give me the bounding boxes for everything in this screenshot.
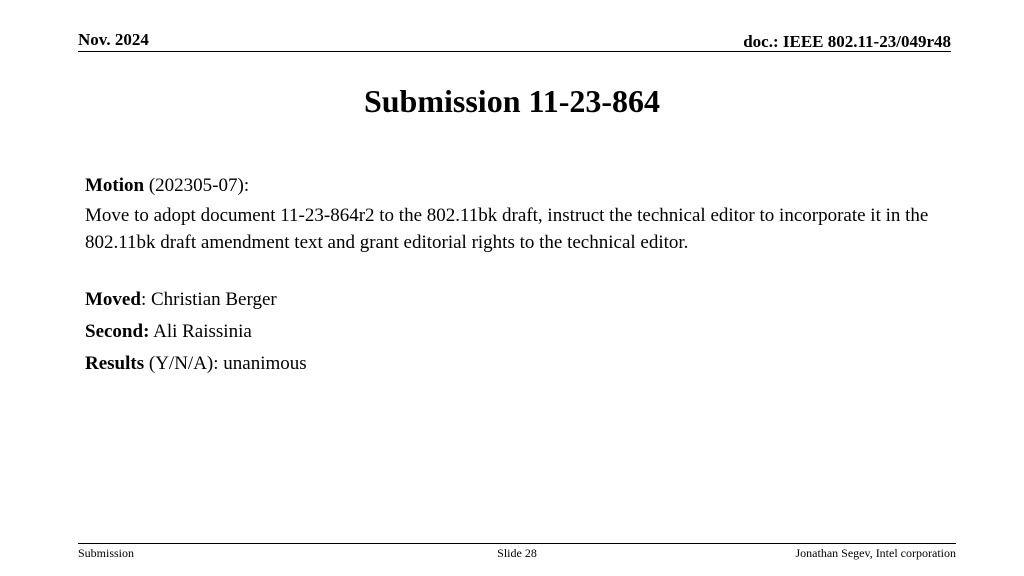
second-line — [85, 318, 965, 345]
slide-title: Submission 11-23-864 — [363, 83, 661, 119]
header-divider — [78, 51, 951, 52]
motion-line — [85, 172, 965, 199]
second-value: Ali Raissinia — [149, 321, 252, 342]
results-line — [85, 350, 965, 377]
footer-slide-number: Slide 28 — [497, 546, 537, 560]
slide-body — [85, 172, 965, 377]
footer-author: Jonathan Segev, Intel corporation — [795, 546, 956, 560]
motion-reference: (202305-07): — [144, 175, 250, 196]
motion-label: Motion — [85, 175, 145, 196]
results-label: Results — [85, 353, 145, 374]
results-value: (Y/N/A): unanimous — [144, 353, 307, 374]
second-label: Second: — [85, 321, 150, 342]
header-date: Nov. 2024 — [78, 30, 149, 49]
footer-divider — [78, 543, 956, 544]
moved-line — [85, 286, 965, 313]
footer-submission: Submission — [78, 546, 135, 560]
moved-label: Moved — [85, 289, 141, 310]
motion-text: Move to adopt document 11-23-864r2 to the 802.11bk draft, instruct the technical editor to incorporate it in the 802.11bk draft amendment text and grant editorial rights to the technical editor. — [85, 205, 929, 253]
header-document-id: doc.: IEEE 802.11-23/049r48 — [743, 32, 951, 51]
moved-value: : Christian Berger — [140, 289, 277, 310]
